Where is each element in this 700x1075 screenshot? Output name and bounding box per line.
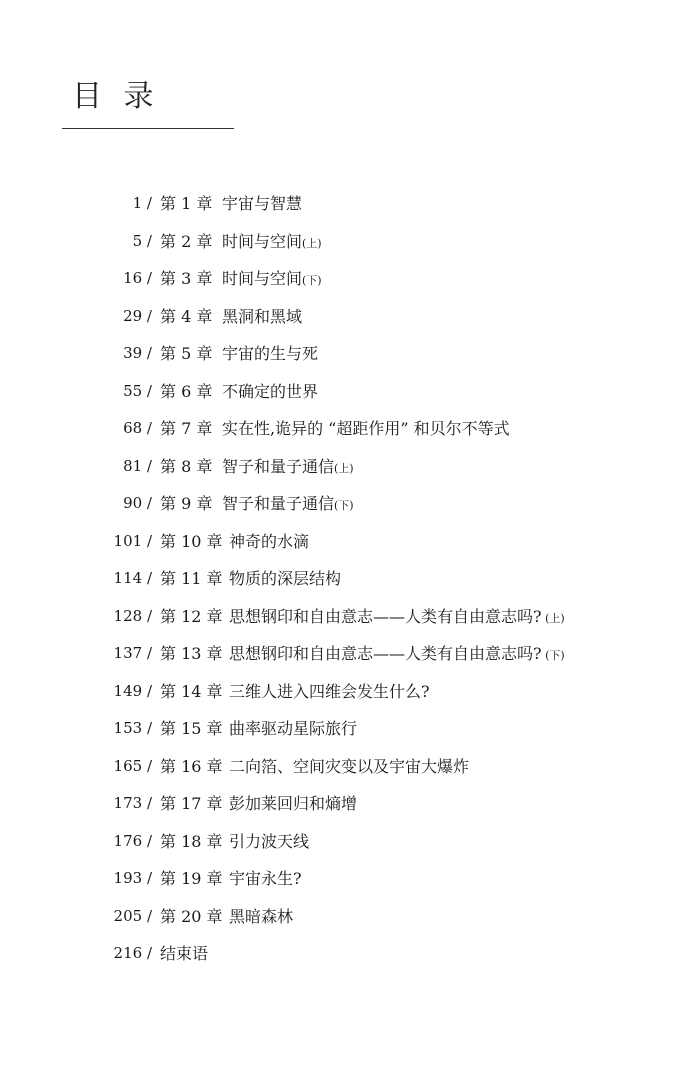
- toc-chapter-label: 第 17 章: [160, 794, 223, 813]
- toc-page-number: 137 /: [113, 644, 152, 662]
- toc-page-number: 173 /: [113, 794, 152, 812]
- toc-page-number: 165 /: [113, 756, 152, 775]
- toc-page-number: 81 /: [123, 456, 152, 475]
- toc-title-text: 时间与空间: [222, 269, 303, 288]
- toc-title: [222, 410, 510, 450]
- toc-entry[interactable]: [0, 860, 700, 898]
- toc-chapter-label: 第 8 章: [160, 456, 213, 476]
- toc-chapter-label: 第 15 章: [160, 719, 223, 738]
- toc-title-text: 宇宙与智慧: [222, 194, 303, 213]
- toc-chapter-label: 第 18 章: [160, 831, 223, 851]
- toc-entry[interactable]: [0, 523, 700, 561]
- toc-entry[interactable]: [0, 560, 700, 598]
- toc-chapter-label: 第 20 章: [160, 906, 223, 926]
- toc-entry[interactable]: [0, 823, 700, 861]
- toc-list: [0, 185, 700, 973]
- toc-title: [160, 935, 208, 973]
- toc-title: [229, 748, 469, 788]
- toc-title-text: 三维人进入四维会发生什么?: [229, 681, 430, 701]
- toc-title: [222, 185, 302, 225]
- toc-title-text: 黑暗森林: [229, 906, 294, 926]
- toc-page-number: 193 /: [113, 869, 152, 887]
- toc-chapter-label: 第 4 章: [160, 306, 213, 326]
- toc-part-label: (上): [334, 461, 354, 475]
- toc-chapter-label: 第 5 章: [160, 344, 213, 363]
- toc-title-text: 结束语: [160, 944, 209, 963]
- toc-page-number: 101 /: [113, 531, 152, 550]
- heading-underline: [62, 128, 234, 129]
- toc-entry[interactable]: [0, 373, 700, 411]
- toc-title-text: 不确定的世界: [222, 381, 319, 401]
- toc-title: [222, 298, 302, 338]
- toc-heading: 目 录: [72, 79, 160, 114]
- toc-page-number: 68 /: [123, 419, 152, 437]
- toc-title-text: 智子和量子通信: [222, 456, 335, 476]
- toc-entry[interactable]: [0, 635, 700, 673]
- toc-page-number: 1 /: [132, 194, 152, 212]
- toc-title: [229, 898, 293, 938]
- toc-page-number: 205 /: [113, 906, 152, 925]
- toc-page-number: 29 /: [123, 306, 152, 325]
- toc-part-label: (下): [302, 274, 322, 287]
- toc-title: [229, 523, 309, 563]
- toc-page-number: 216 /: [113, 944, 152, 962]
- toc-title: [229, 785, 357, 825]
- toc-title: [229, 860, 302, 900]
- toc-title: [229, 710, 357, 750]
- toc-chapter-label: 第 10 章: [160, 531, 223, 551]
- toc-page-number: 149 /: [113, 681, 152, 700]
- toc-entry[interactable]: [0, 898, 700, 936]
- toc-entry[interactable]: [0, 410, 700, 448]
- toc-page-number: 16 /: [123, 269, 152, 287]
- toc-title-text: 思想钢印和自由意志——人类有自由意志吗?: [229, 644, 542, 663]
- toc-title-text: 思想钢印和自由意志——人类有自由意志吗?: [229, 606, 542, 626]
- toc-entry[interactable]: [0, 710, 700, 748]
- toc-chapter-label: 第 12 章: [160, 606, 223, 626]
- toc-entry[interactable]: [0, 485, 700, 523]
- toc-title-text: 智子和量子通信: [222, 494, 335, 513]
- toc-entry[interactable]: [0, 598, 700, 636]
- toc-title: [229, 560, 341, 600]
- toc-part-label: (上): [541, 611, 565, 625]
- toc-entry[interactable]: [0, 335, 700, 373]
- toc-page-number: 55 /: [123, 381, 152, 400]
- toc-chapter-label: 第 14 章: [160, 681, 223, 701]
- toc-title: [222, 448, 354, 488]
- toc-entry[interactable]: [0, 260, 700, 298]
- toc-part-label: (上): [302, 236, 322, 250]
- toc-entry[interactable]: [0, 673, 700, 711]
- toc-title-text: 曲率驱动星际旅行: [229, 719, 358, 738]
- toc-part-label: (下): [541, 649, 565, 662]
- toc-page-number: 114 /: [113, 569, 152, 587]
- toc-title-text: 彭加莱回归和熵增: [229, 794, 358, 813]
- toc-title: [229, 673, 430, 713]
- toc-title: [229, 635, 565, 675]
- toc-part-label: (下): [334, 499, 354, 512]
- toc-chapter-label: 第 19 章: [160, 869, 223, 888]
- toc-entry[interactable]: [0, 448, 700, 486]
- toc-page-number: 153 /: [113, 719, 152, 737]
- toc-title: [222, 485, 354, 525]
- toc-title: [222, 335, 318, 375]
- toc-page-number: 128 /: [113, 606, 152, 625]
- toc-entry[interactable]: [0, 298, 700, 336]
- toc-title-text: 黑洞和黑域: [222, 306, 303, 326]
- toc-entry[interactable]: [0, 748, 700, 786]
- toc-title: [222, 260, 322, 300]
- toc-title: [229, 598, 565, 638]
- toc-entry[interactable]: [0, 935, 700, 973]
- toc-title-text: 实在性,诡异的 “超距作用” 和贝尔不等式: [222, 419, 510, 438]
- toc-chapter-label: 第 9 章: [160, 494, 213, 513]
- toc-chapter-label: 第 16 章: [160, 756, 223, 776]
- toc-chapter-label: 第 1 章: [160, 194, 213, 213]
- toc-chapter-label: 第 7 章: [160, 419, 213, 438]
- toc-page-number: 39 /: [123, 344, 152, 362]
- toc-entry[interactable]: [0, 785, 700, 823]
- toc-title: [222, 223, 322, 263]
- toc-page-number: 90 /: [123, 494, 152, 512]
- toc-chapter-label: 第 13 章: [160, 644, 223, 663]
- toc-chapter-label: 第 2 章: [160, 231, 213, 251]
- toc-title-text: 宇宙永生?: [229, 869, 302, 888]
- toc-title: [229, 823, 309, 863]
- toc-title-text: 二向箔、空间灾变以及宇宙大爆炸: [229, 756, 470, 776]
- toc-title: [222, 373, 318, 413]
- toc-chapter-label: 第 3 章: [160, 269, 213, 288]
- toc-page-number: 176 /: [113, 831, 152, 850]
- toc-title-text: 神奇的水滴: [229, 531, 310, 551]
- toc-entry[interactable]: [0, 185, 700, 223]
- toc-entry[interactable]: [0, 223, 700, 261]
- toc-chapter-label: 第 6 章: [160, 381, 213, 401]
- toc-page-number: 5 /: [132, 231, 152, 250]
- toc-title-text: 宇宙的生与死: [222, 344, 319, 363]
- toc-title-text: 物质的深层结构: [229, 569, 342, 588]
- toc-chapter-label: 第 11 章: [160, 569, 223, 588]
- toc-title-text: 时间与空间: [222, 231, 303, 251]
- toc-title-text: 引力波天线: [229, 831, 310, 851]
